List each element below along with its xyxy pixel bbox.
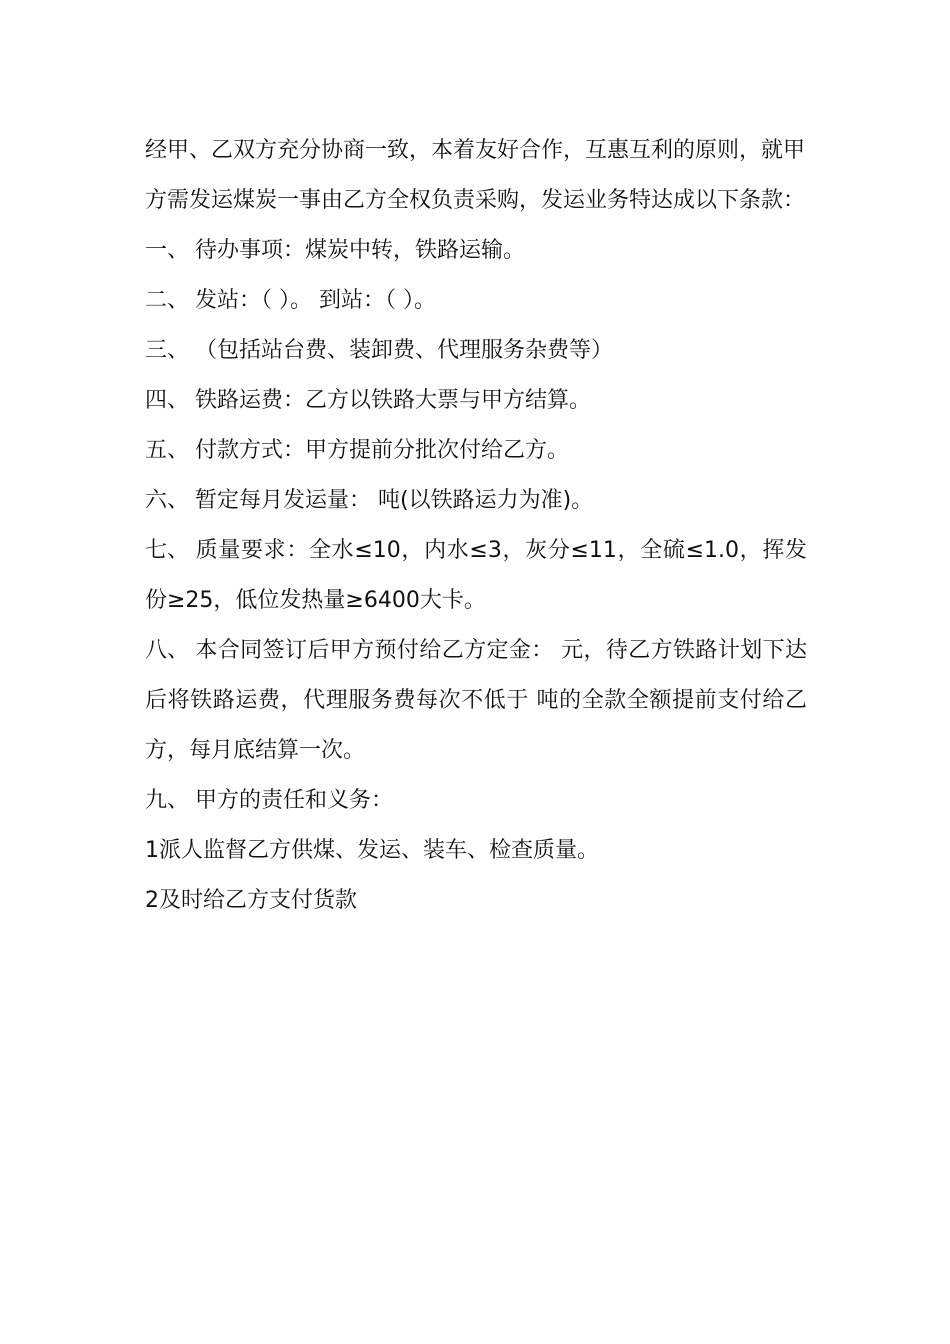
clause-8 xyxy=(145,626,807,776)
clause-number: 二、 xyxy=(145,288,190,313)
subclause-1: 1派人监督乙方供煤、发运、装车、检查质量。 xyxy=(145,838,599,863)
intro-paragraph: 经甲、乙双方充分协商一致，本着友好合作，互惠互利的原则，就甲方需发运煤炭一事由乙方全权负责采购，发运业务特达成以下条款： xyxy=(145,138,806,213)
clause-5 xyxy=(145,426,807,476)
contract-body xyxy=(145,126,807,926)
clause-text: 甲方的责任和义务： xyxy=(195,788,394,813)
clause-number: 六、 xyxy=(145,488,190,513)
clause-number: 七、 xyxy=(145,538,190,563)
clause-number: 八、 xyxy=(145,638,190,663)
clause-7 xyxy=(145,526,807,626)
clause-text: （包括站台费、装卸费、代理服务杂费等） xyxy=(195,338,614,363)
clause-text: 待办事项：煤炭中转，铁路运输。 xyxy=(195,238,526,263)
clause-1 xyxy=(145,226,807,276)
clause-number: 三、 xyxy=(145,338,190,363)
clause-number: 五、 xyxy=(145,438,190,463)
clause-9 xyxy=(145,776,807,826)
clause-text: 本合同签订后甲方预付给乙方定金： 元，待乙方铁路计划下达后将铁路运费，代理服务费每次不低于 吨的全款全额提前支付给乙方，每月底结算一次。 xyxy=(145,638,807,763)
clause-text: 付款方式：甲方提前分批次付给乙方。 xyxy=(195,438,570,463)
subclause-2: 2及时给乙方支付货款 xyxy=(145,888,357,913)
clause-text: 发站：（ ）。 到站：（ ）。 xyxy=(195,288,436,313)
clause-text: 质量要求：全水≤10，内水≤3，灰分≤11，全硫≤1.0，挥发份≥25，低位发热量≥6400大卡。 xyxy=(145,538,807,613)
clause-4 xyxy=(145,376,807,426)
clause-number: 四、 xyxy=(145,388,190,413)
clause-text: 暂定每月发运量： 吨(以铁路运力为准)。 xyxy=(195,488,594,513)
clause-number: 九、 xyxy=(145,788,190,813)
clause-text: 铁路运费：乙方以铁路大票与甲方结算。 xyxy=(195,388,592,413)
clause-3 xyxy=(145,326,807,376)
clause-number: 一、 xyxy=(145,238,190,263)
clause-6 xyxy=(145,476,807,526)
clause-2 xyxy=(145,276,807,326)
